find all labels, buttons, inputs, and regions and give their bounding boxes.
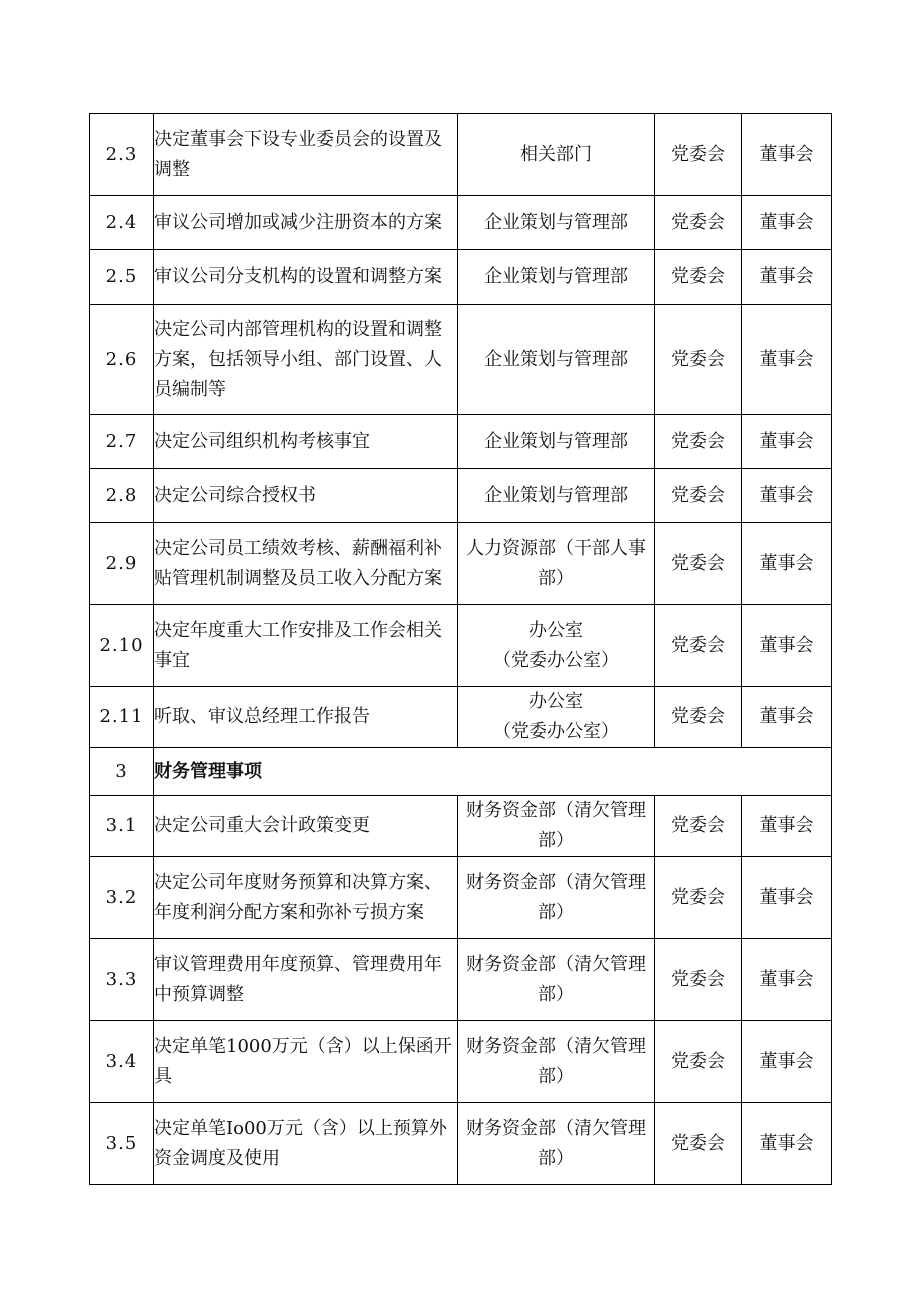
pre-review-body: 党委会 bbox=[655, 796, 742, 857]
responsible-department: 企业策划与管理部 bbox=[458, 305, 655, 415]
item-description: 审议公司分支机构的设置和调整方案 bbox=[154, 250, 458, 305]
responsible-department: 企业策划与管理部 bbox=[458, 415, 655, 469]
item-description: 决定公司内部管理机构的设置和调整方案，包括领导小组、部门设置、人员编制等 bbox=[154, 305, 458, 415]
item-number: 2.8 bbox=[90, 469, 154, 523]
section-row bbox=[90, 748, 832, 796]
table-row bbox=[90, 469, 832, 523]
item-description: 决定公司组织机构考核事宜 bbox=[154, 415, 458, 469]
decision-body: 董事会 bbox=[742, 523, 832, 605]
decision-body: 董事会 bbox=[742, 415, 832, 469]
item-description: 决定公司年度财务预算和决算方案、年度利润分配方案和弥补亏损方案 bbox=[154, 857, 458, 939]
decision-body: 董事会 bbox=[742, 196, 832, 250]
pre-review-body: 党委会 bbox=[655, 196, 742, 250]
item-description: 决定公司综合授权书 bbox=[154, 469, 458, 523]
item-number: 2.6 bbox=[90, 305, 154, 415]
item-number: 3.1 bbox=[90, 796, 154, 857]
pre-review-body: 党委会 bbox=[655, 469, 742, 523]
table-row bbox=[90, 939, 832, 1021]
table-row bbox=[90, 605, 832, 687]
decision-body: 董事会 bbox=[742, 1103, 832, 1185]
responsible-department: 企业策划与管理部 bbox=[458, 196, 655, 250]
table-row bbox=[90, 305, 832, 415]
responsible-department: 办公室 （党委办公室） bbox=[458, 687, 655, 748]
responsible-department: 相关部门 bbox=[458, 114, 655, 196]
pre-review-body: 党委会 bbox=[655, 114, 742, 196]
item-number: 3.2 bbox=[90, 857, 154, 939]
item-description: 审议公司增加或减少注册资本的方案 bbox=[154, 196, 458, 250]
decision-body: 董事会 bbox=[742, 687, 832, 748]
item-number: 2.10 bbox=[90, 605, 154, 687]
table-row bbox=[90, 114, 832, 196]
authority-table bbox=[89, 113, 832, 1185]
table-row bbox=[90, 415, 832, 469]
table-row bbox=[90, 857, 832, 939]
item-number: 2.3 bbox=[90, 114, 154, 196]
item-number: 2.7 bbox=[90, 415, 154, 469]
responsible-department: 财务资金部（清欠管理部） bbox=[458, 939, 655, 1021]
pre-review-body: 党委会 bbox=[655, 939, 742, 1021]
decision-body: 董事会 bbox=[742, 857, 832, 939]
item-description: 决定单笔1000万元（含）以上保函开具 bbox=[154, 1021, 458, 1103]
item-description: 决定单笔Io00万元（含）以上预算外资金调度及使用 bbox=[154, 1103, 458, 1185]
pre-review-body: 党委会 bbox=[655, 305, 742, 415]
section-title: 财务管理事项 bbox=[154, 748, 832, 796]
pre-review-body: 党委会 bbox=[655, 857, 742, 939]
section-number: 3 bbox=[90, 748, 154, 796]
item-number: 2.4 bbox=[90, 196, 154, 250]
table-row bbox=[90, 1103, 832, 1185]
pre-review-body: 党委会 bbox=[655, 250, 742, 305]
responsible-department: 企业策划与管理部 bbox=[458, 469, 655, 523]
item-description: 决定公司员工绩效考核、薪酬福利补贴管理机制调整及员工收入分配方案 bbox=[154, 523, 458, 605]
table-row bbox=[90, 1021, 832, 1103]
item-description: 审议管理费用年度预算、管理费用年中预算调整 bbox=[154, 939, 458, 1021]
decision-body: 董事会 bbox=[742, 469, 832, 523]
table-row bbox=[90, 687, 832, 748]
responsible-department: 财务资金部（清欠管理部） bbox=[458, 857, 655, 939]
pre-review-body: 党委会 bbox=[655, 605, 742, 687]
pre-review-body: 党委会 bbox=[655, 523, 742, 605]
responsible-department: 企业策划与管理部 bbox=[458, 250, 655, 305]
table-row bbox=[90, 250, 832, 305]
item-number: 3.5 bbox=[90, 1103, 154, 1185]
decision-body: 董事会 bbox=[742, 939, 832, 1021]
item-number: 3.4 bbox=[90, 1021, 154, 1103]
decision-body: 董事会 bbox=[742, 250, 832, 305]
decision-body: 董事会 bbox=[742, 796, 832, 857]
item-number: 2.5 bbox=[90, 250, 154, 305]
responsible-department: 财务资金部（清欠管理部） bbox=[458, 1103, 655, 1185]
responsible-department: 财务资金部（清欠管理部） bbox=[458, 796, 655, 857]
pre-review-body: 党委会 bbox=[655, 415, 742, 469]
pre-review-body: 党委会 bbox=[655, 1103, 742, 1185]
table-row bbox=[90, 523, 832, 605]
decision-body: 董事会 bbox=[742, 305, 832, 415]
table-row bbox=[90, 796, 832, 857]
pre-review-body: 党委会 bbox=[655, 1021, 742, 1103]
item-number: 2.9 bbox=[90, 523, 154, 605]
pre-review-body: 党委会 bbox=[655, 687, 742, 748]
responsible-department: 财务资金部（清欠管理部） bbox=[458, 1021, 655, 1103]
responsible-department: 人力资源部（干部人事部） bbox=[458, 523, 655, 605]
item-description: 决定年度重大工作安排及工作会相关事宜 bbox=[154, 605, 458, 687]
decision-body: 董事会 bbox=[742, 114, 832, 196]
item-description: 决定董事会下设专业委员会的设置及调整 bbox=[154, 114, 458, 196]
decision-body: 董事会 bbox=[742, 605, 832, 687]
item-number: 2.11 bbox=[90, 687, 154, 748]
table-row bbox=[90, 196, 832, 250]
item-description: 听取、审议总经理工作报告 bbox=[154, 687, 458, 748]
item-description: 决定公司重大会计政策变更 bbox=[154, 796, 458, 857]
decision-body: 董事会 bbox=[742, 1021, 832, 1103]
responsible-department: 办公室 （党委办公室） bbox=[458, 605, 655, 687]
item-number: 3.3 bbox=[90, 939, 154, 1021]
